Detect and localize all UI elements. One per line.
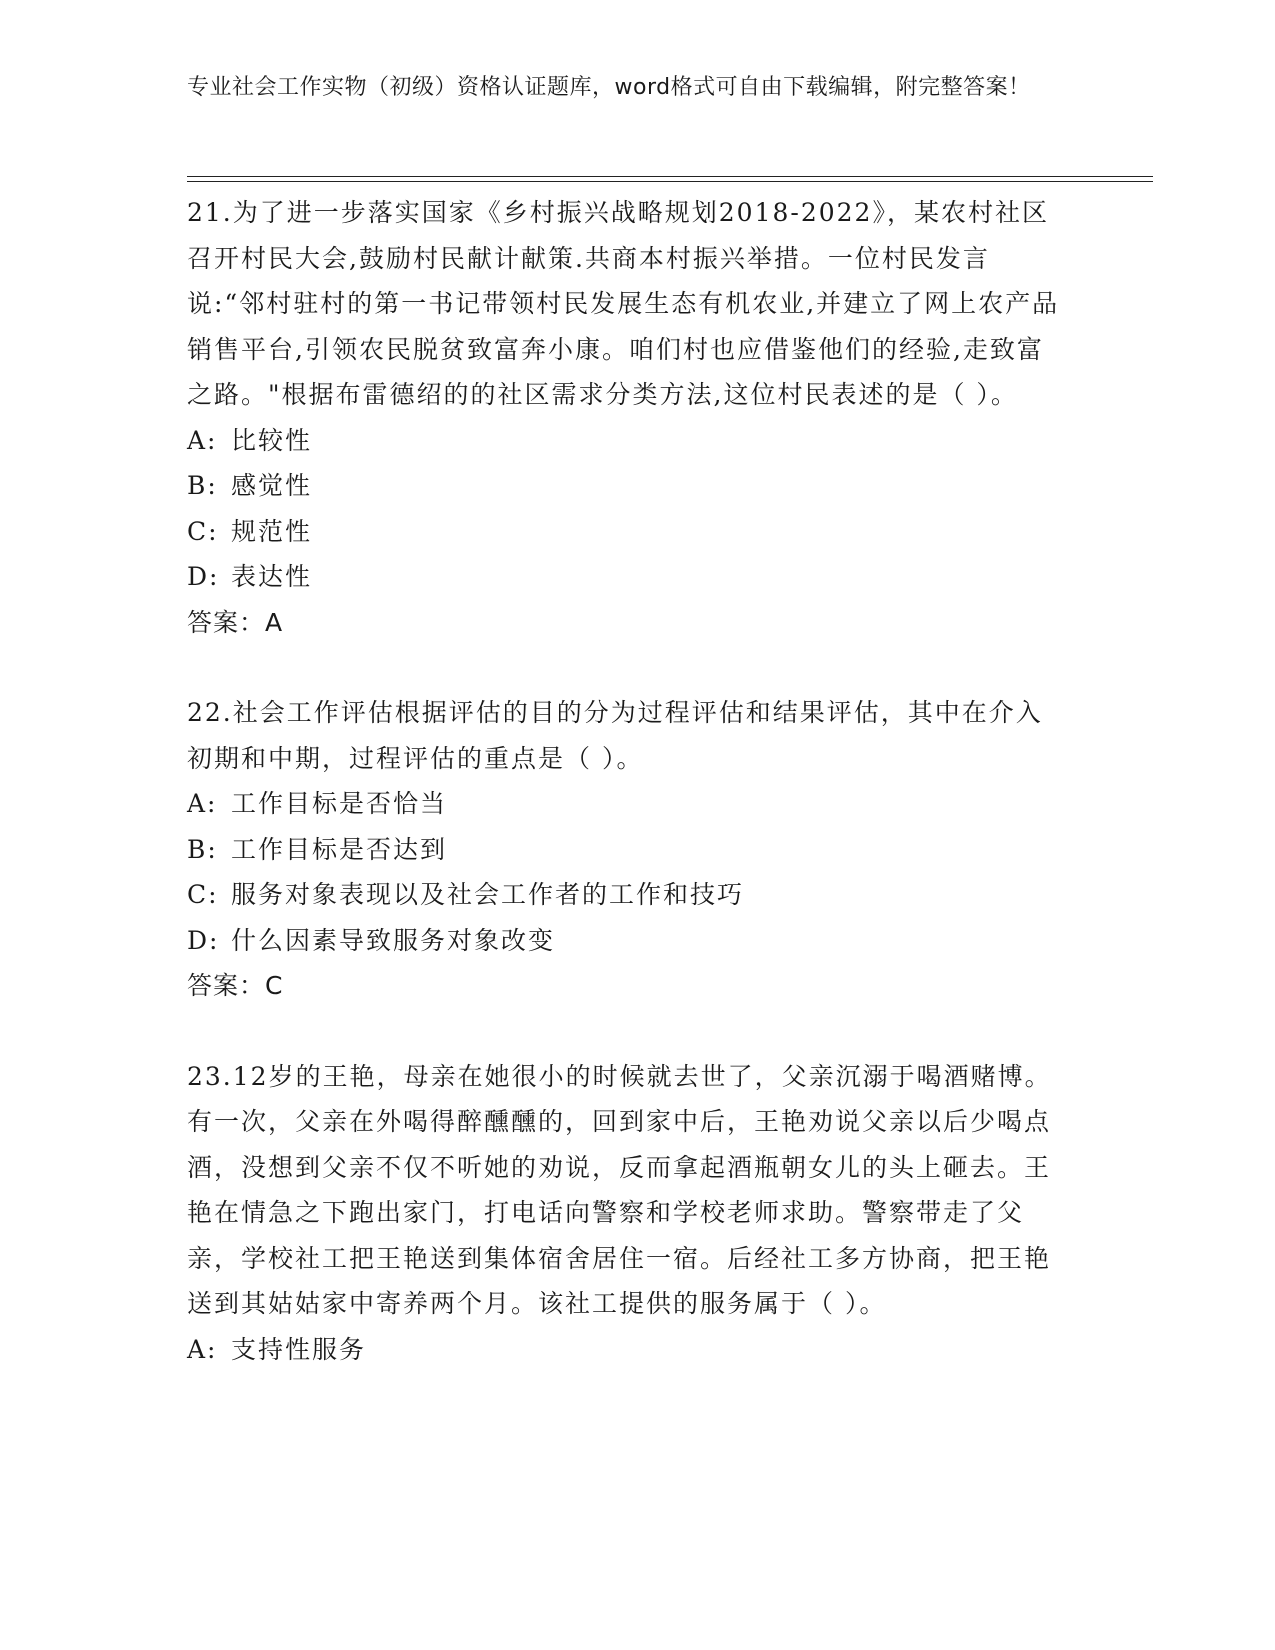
option-text: 感觉性 [231, 471, 313, 500]
option-a [187, 1327, 1067, 1373]
header-rule-top [187, 176, 1153, 177]
option-letter: A: [187, 425, 218, 455]
option-b [187, 463, 1067, 509]
option-a [187, 418, 1067, 464]
spacer [187, 645, 1067, 690]
option-a [187, 781, 1067, 827]
option-letter: D: [187, 562, 220, 591]
option-text: 工作目标是否恰当 [231, 789, 448, 818]
option-letter: A: [187, 1334, 218, 1364]
question-22 [187, 690, 1067, 1009]
option-text: 表达性 [231, 562, 313, 591]
option-text: 比较性 [231, 425, 313, 455]
option-text: 什么因素导致服务对象改变 [231, 925, 556, 955]
option-b [187, 827, 1067, 873]
question-text: 23.12岁的王艳，母亲在她很小的时候就去世了，父亲沉溺于喝酒赌博。有一次，父亲在外喝得醉醺醺的，回到家中后，王艳劝说父亲以后少喝点酒，没想到父亲不仅不听她的劝说，反而拿起酒瓶朝女儿的头上砸去。王艳在情急之下跑出家门，打电话向警察和学校老师求助。警察带走了父亲，学校社工把王艳送到集体宿舍居住一宿。后经社工多方协商，把王艳送到其姑姑家中寄养两个月。该社工提供的服务属于（ ）。 [187, 1061, 1052, 1318]
option-letter: D: [187, 925, 220, 955]
answer: 答案：C [187, 971, 284, 1000]
header-rule-bottom [187, 181, 1153, 182]
answer: 答案：A [187, 607, 284, 637]
question-21 [187, 190, 1067, 645]
question-23 [187, 1054, 1067, 1373]
page-header: 专业社会工作实物（初级）资格认证题库，word格式可自由下载编辑，附完整答案！ [187, 75, 1031, 100]
spacer [187, 1009, 1067, 1054]
option-text: 工作目标是否达到 [231, 834, 448, 864]
option-letter: B: [187, 471, 218, 500]
option-letter: C: [187, 516, 219, 546]
option-text: 服务对象表现以及社会工作者的工作和技巧 [231, 880, 745, 909]
question-text: 21.为了进一步落实国家《乡村振兴战略规划2018-2022》，某农村社区召开村民大会,鼓励村民献计献策.共商本村振兴举措。一位村民发言说:“邻村驻村的第一书记带领村民发展生态有机农业,并建立了网上农产品销售平台,引领农民脱贫致富奔小康。咱们村也应借鉴他们的经验,走致富之路。"根据布雷德绍的的社区需求分类方法,这位村民表述的是（ ）。 [187, 198, 1060, 409]
option-text: 支持性服务 [231, 1334, 367, 1364]
option-letter: A: [187, 789, 218, 818]
option-letter: C: [187, 880, 219, 909]
option-letter: B: [187, 834, 218, 864]
option-text: 规范性 [231, 516, 313, 546]
option-d [187, 918, 1067, 964]
option-d [187, 554, 1067, 600]
question-list [187, 190, 1067, 1372]
option-c [187, 509, 1067, 555]
option-c [187, 872, 1067, 918]
question-text: 22.社会工作评估根据评估的目的分为过程评估和结果评估，其中在介入初期和中期，过程评估的重点是（ ）。 [187, 698, 1043, 773]
